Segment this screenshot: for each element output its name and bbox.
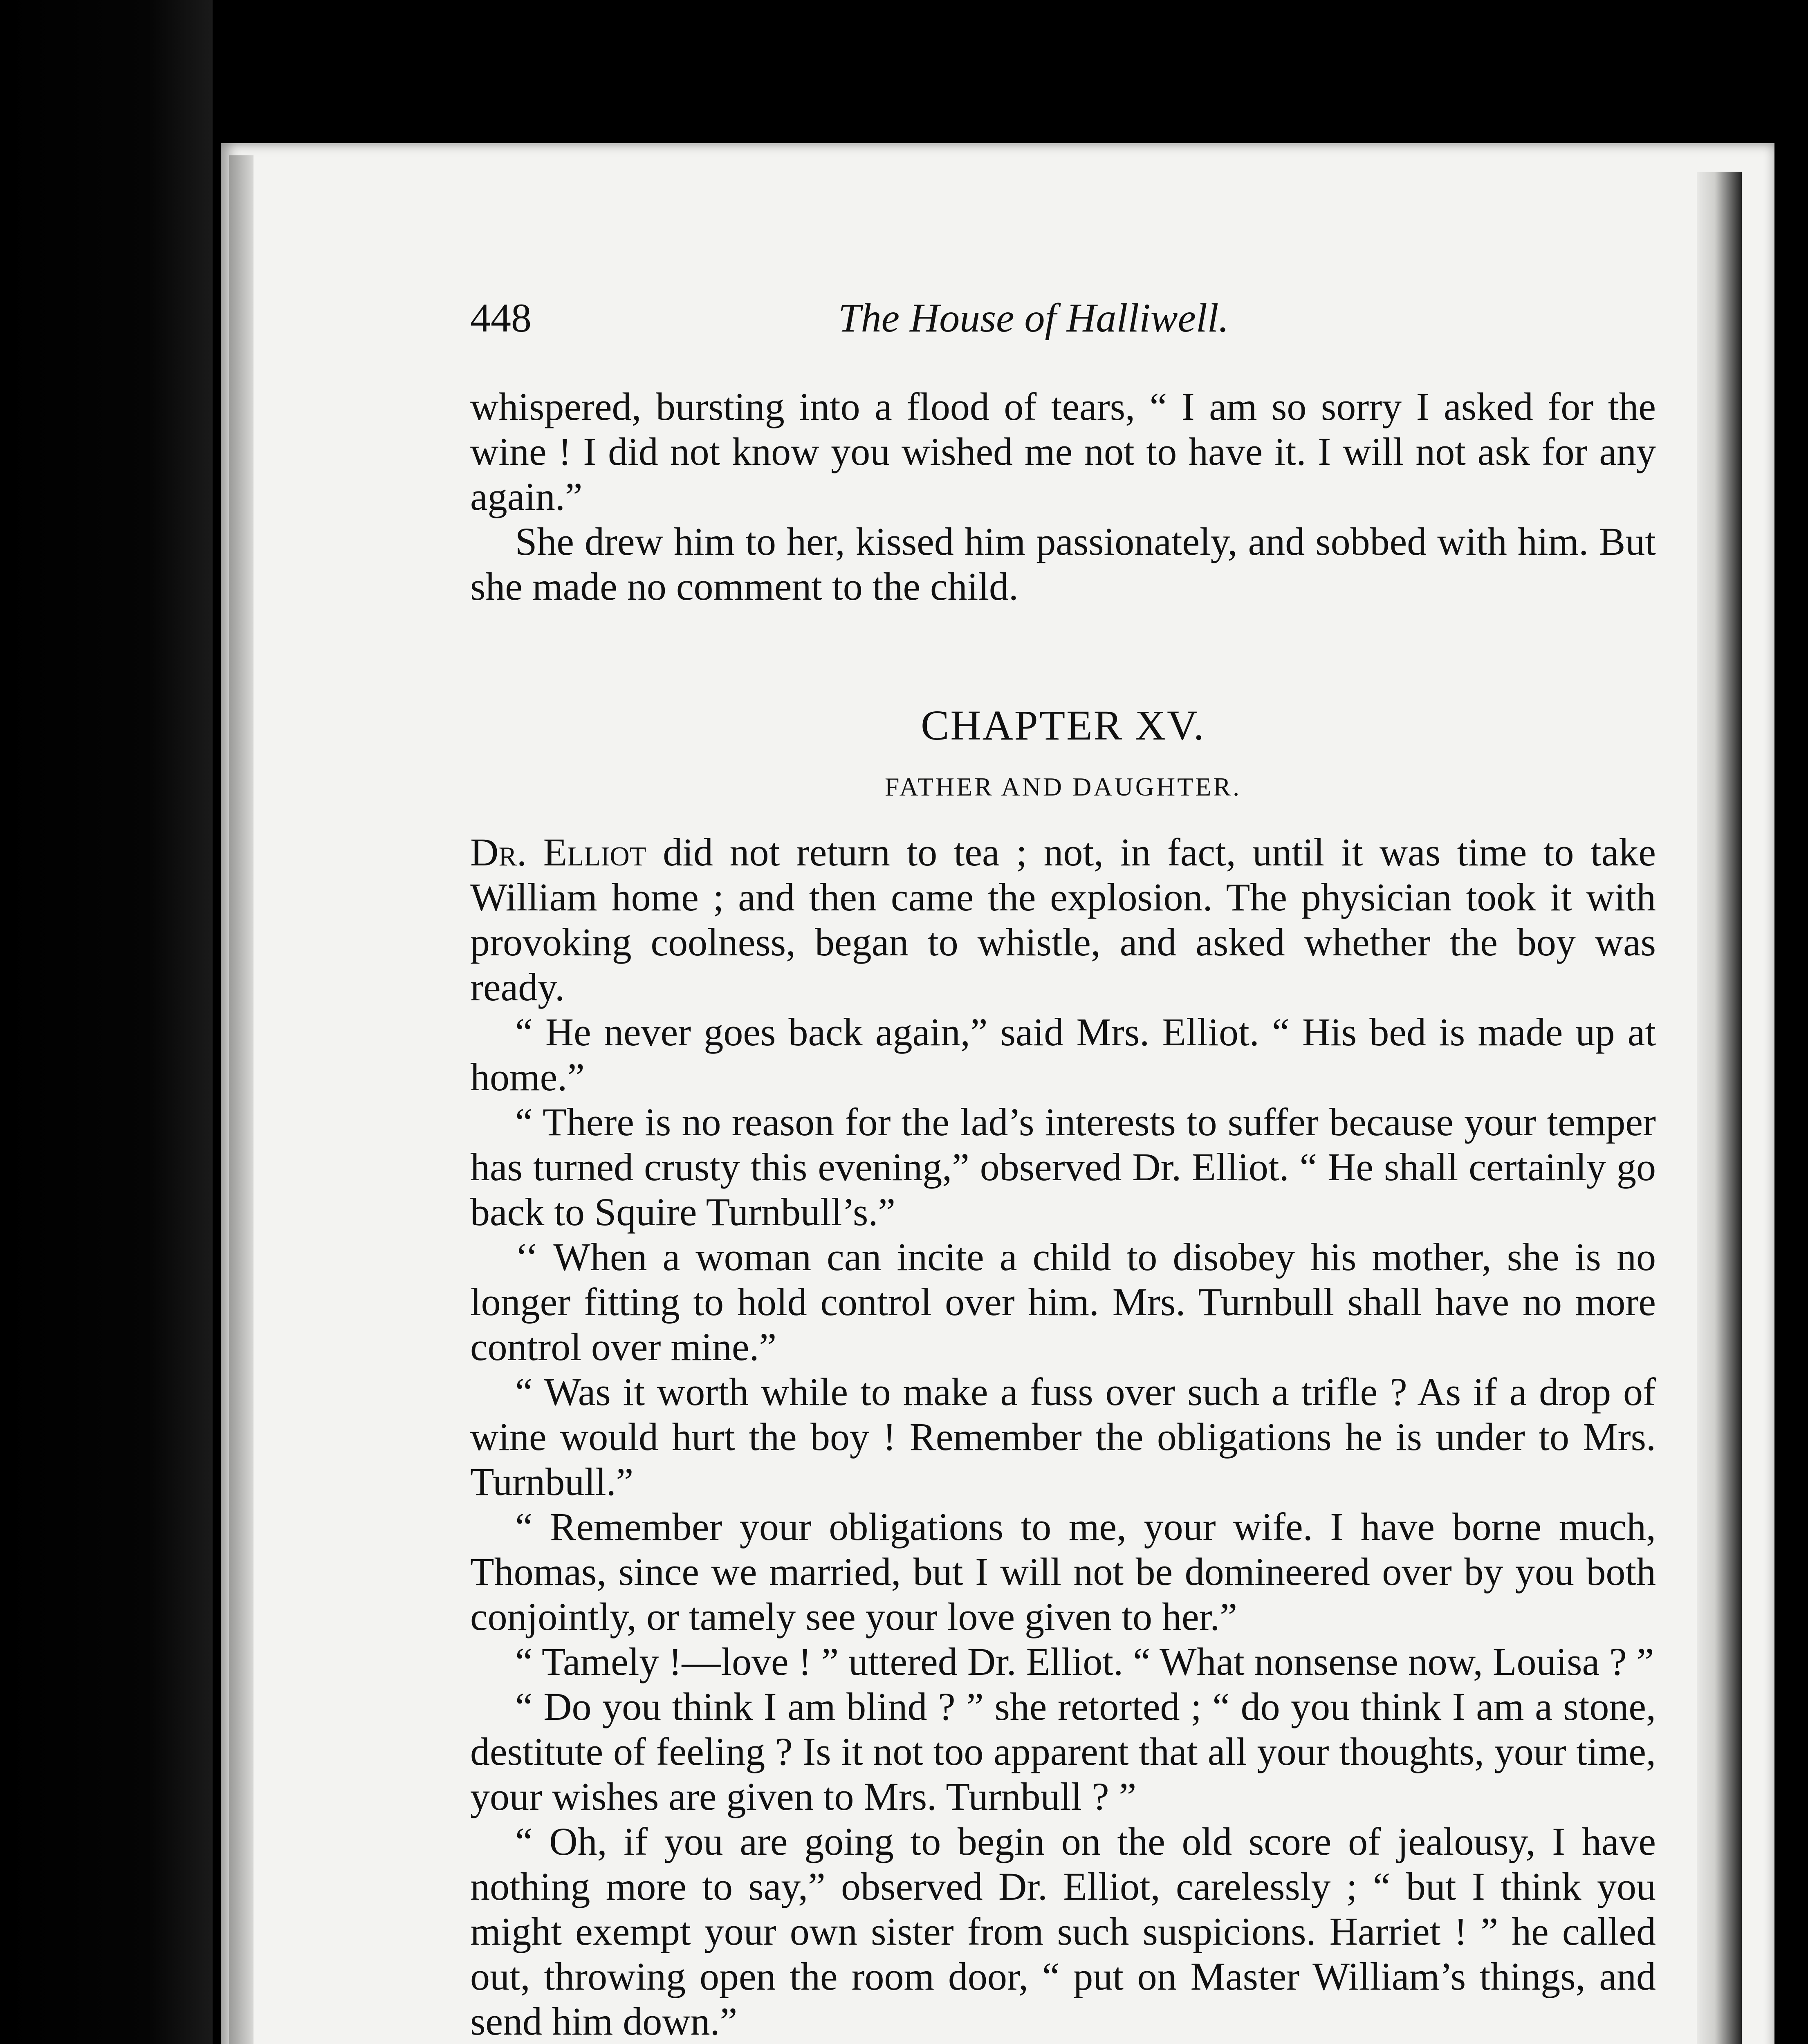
chapter-heading: CHAPTER XV. — [921, 702, 1205, 749]
paragraph-10: “ Do you think I am blind ? ” she retorted ; “ do you think I am a stone, destitute of feeling ? Is it not too apparent that all your thoughts, your time, your wishes are given to Mrs. Turnbull ? ” — [470, 1685, 1656, 1818]
paragraph-4: “ He never goes back again,” said Mrs. Elliot. “ His bed is made up at home.” — [470, 1010, 1656, 1099]
paragraph-3 — [470, 830, 1656, 1010]
paragraph-1: whispered, bursting into a flood of tears, “ I am so sorry I asked for the wine ! I did not know you wished me not to have it. I will not ask for any again.” — [470, 385, 1656, 518]
spine-shadow — [0, 0, 213, 2044]
paragraph-8: “ Remember your obligations to me, your wife. I have borne much, Thomas, since we married, but I will not be domineered over by you both conjointly, or tamely see your love given to her.” — [470, 1505, 1656, 1638]
paragraph-5: “ There is no reason for the lad’s interests to suffer because your temper has turned crusty this evening,” observed Dr. Elliot. “ He shall certainly go back to Squire Turnbull’s.” — [470, 1100, 1656, 1234]
page-edge-right — [1697, 172, 1742, 2044]
body-text — [470, 384, 1656, 2044]
paragraph-3-text: did not return to tea ; not, in fact, until it was time to take William home ; and then came the explosion. The physician took it with provoking coolness, began to whistle, and asked whether the boy was ready. — [470, 830, 1656, 1009]
chapter-subtitle: FATHER AND DAUGHTER. — [884, 772, 1242, 801]
page-header — [470, 294, 1640, 352]
page-number: 448 — [470, 295, 532, 341]
paragraph-6: ‘‘ When a woman can incite a child to disobey his mother, she is no longer fitting to hold control over him. Mrs. Turnbull shall have no more control over mine.” — [470, 1235, 1656, 1369]
paragraph-7: “ Was it worth while to make a fuss over such a trifle ? As if a drop of wine would hurt the boy ! Remember the obligations he is under to Mrs. Turnbull.” — [470, 1370, 1656, 1504]
paragraph-9: “ Tamely !—love ! ” uttered Dr. Elliot. “ What nonsense now, Louisa ? ” — [515, 1640, 1654, 1683]
page-edge-left — [229, 155, 253, 2044]
paragraph-3-lead: Dr. Elliot — [470, 830, 646, 874]
running-title: The House of Halliwell. — [838, 295, 1229, 341]
paragraph-11: “ Oh, if you are going to begin on the old score of jealousy, I have nothing more to say,” observed Dr. Elliot, carelessly ; “ but I think you might exempt your own sister from such suspicions. Harriet ! ” he called out, throwing open the room door, “ put on Master William’s things, and send him down.” — [470, 1820, 1656, 2043]
paragraph-2: She drew him to her, kissed him passionately, and sobbed with him. But she made no comment to the child. — [470, 520, 1656, 608]
